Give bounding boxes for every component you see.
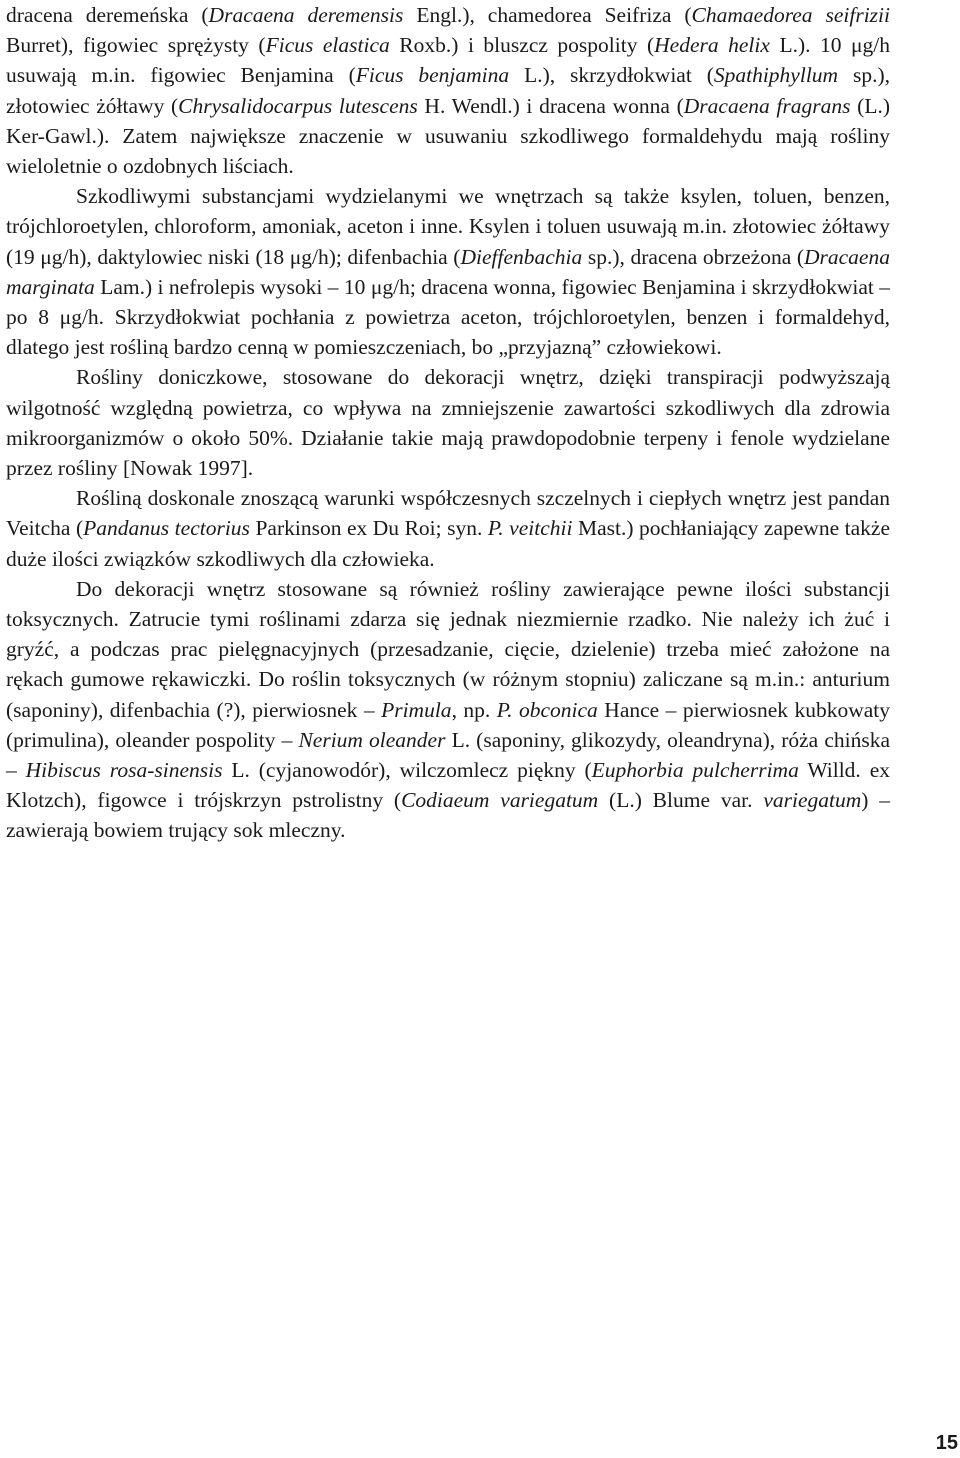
latin-name: Dieffenbachia xyxy=(460,244,583,269)
text-run: sp.), złotowiec żółtawy ( xyxy=(6,63,890,118)
latin-name: Codiaeum variegatum xyxy=(401,788,599,813)
latin-name: Chrysalidocarpus lutescens xyxy=(178,93,418,118)
text-run: Roxb.) i bluszcz pospolity ( xyxy=(389,33,655,58)
latin-name: variegatum xyxy=(763,788,862,813)
text-run: sp.), dracena obrzeżona ( xyxy=(582,244,804,269)
latin-name: P. obconica xyxy=(496,697,598,722)
latin-name: Euphorbia pulcherrima xyxy=(591,758,799,783)
text-run: Burret), figowiec sprężysty ( xyxy=(6,33,266,58)
text-run: Rośliną doskonale znoszącą warunki współczesnych szczelnych i ciepłych wnętrz jest pandan Veitcha ( xyxy=(6,486,890,541)
paragraph-1 xyxy=(6,0,890,181)
text-run: Do dekoracji wnętrz stosowane są również rośliny zawierające pewne ilości substancji toksycznych. Zatrucie tymi roślinami zdarza się jednak niezmiernie rzadko. Nie należy ich żuć i gryźć, a podczas prac pielęgnacyjnych (przesadzanie, cięcie, dzielenie) trzeba mieć założone na rękach gumowe rękawiczki. Do roślin toksycznych (w różnym stopniu) zaliczane są m.in.: anturium (saponiny), difenbachia (?), pierwiosnek – xyxy=(6,576,890,722)
page-number: 15 xyxy=(935,1432,958,1454)
paragraph-2 xyxy=(6,181,890,362)
latin-name: Chamaedorea seifrizii xyxy=(691,3,890,27)
latin-name: P. veitchii xyxy=(487,516,573,541)
text-run: L. (cyjanowodór), wilczomlecz piękny ( xyxy=(222,758,592,783)
paragraph-3 xyxy=(6,362,890,483)
text-run: L.). 10 μg/h usuwają m.in. figowiec Benjamina ( xyxy=(6,33,891,88)
text-run: Engl.), chamedorea Seifriza ( xyxy=(403,3,692,27)
text-run: ) – zawierają bowiem trujący sok mleczny. xyxy=(6,788,890,843)
text-run: Willd. ex Klotzch), figowce i trójskrzyn pstrolistny ( xyxy=(6,758,890,813)
page-body xyxy=(6,0,890,846)
text-run: Mast.) pochłaniający zapewne także duże ilości związków szkodliwych dla człowieka. xyxy=(6,516,890,571)
text-run: Hance – pierwiosnek kubkowaty (primulina), oleander pospolity – xyxy=(6,697,891,752)
text-run: dracena deremeńska ( xyxy=(6,3,209,27)
text-run: L. (saponiny, glikozydy, oleandryna), róża chińska – xyxy=(6,727,890,783)
paragraph-5 xyxy=(6,574,890,846)
text-run: (L.) Blume var. xyxy=(598,788,764,813)
latin-name: Dracaena deremensis xyxy=(208,3,404,27)
text-run: , np. xyxy=(451,697,497,722)
latin-name: Nerium oleander xyxy=(298,727,446,752)
text-run: (L.) Ker-Gawl.). Zatem największe znaczenie w usuwaniu szkodliwego formaldehydu mają rośliny wieloletnie o ozdobnych liściach. xyxy=(6,93,891,179)
latin-name: Hedera helix xyxy=(654,33,770,58)
latin-name: Primula xyxy=(381,697,452,722)
latin-name: Ficus elastica xyxy=(265,33,390,58)
latin-name: Hibiscus rosa-sinensis xyxy=(25,758,223,783)
latin-name: Ficus benjamina xyxy=(355,63,510,88)
latin-name: Dracaena fragrans xyxy=(683,93,851,118)
text-run: Szkodliwymi substancjami wydzielanymi we wnętrzach są także ksylen, toluen, benzen, trójchloroetylen, chloroform, amoniak, aceton i inne. Ksylen i toluen usuwają m.in. złotowiec żółtawy (19 μg/h), daktylowiec niski (18 μg/h); difenbachia ( xyxy=(6,184,890,269)
latin-name: Dracaena marginata xyxy=(6,244,890,299)
text-run: H. Wendl.) i dracena wonna ( xyxy=(417,93,684,118)
text-run: Parkinson ex Du Roi; syn. xyxy=(249,516,488,541)
latin-name: Spathiphyllum xyxy=(713,63,839,88)
text-run: L.), skrzydłokwiat ( xyxy=(509,63,714,88)
text-run: Lam.) i nefrolepis wysoki – 10 μg/h; dracena wonna, figowiec Benjamina i skrzydłokwiat – po 8 μg/h. Skrzydłokwiat pochłania z powietrza aceton, trójchloroetylen, benzen i formaldehyd, dlatego jest rośliną bardzo cenną w pomieszczeniach, bo „przyjazną” człowiekowi. xyxy=(6,274,890,360)
latin-name: Pandanus tectorius xyxy=(83,516,250,541)
text-run: Rośliny doniczkowe, stosowane do dekoracji wnętrz, dzięki transpiracji podwyższają wilgotność względną powietrza, co wpływa na zmniejszenie zawartości szkodliwych dla zdrowia mikroorganizmów o około 50%. Działanie takie mają prawdopodobnie terpeny i fenole wydzielane przez rośliny [Nowak 1997]. xyxy=(6,365,890,481)
paragraph-4 xyxy=(6,483,890,574)
